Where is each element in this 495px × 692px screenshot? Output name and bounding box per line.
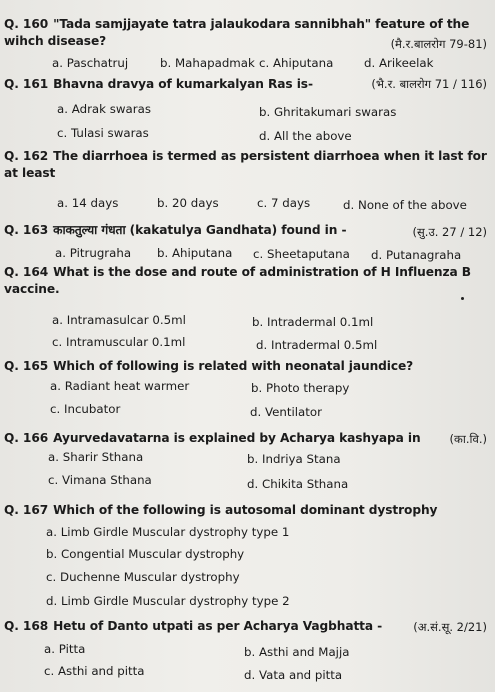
option-d: d. None of the above xyxy=(343,198,467,212)
option-b: b. Intradermal 0.1ml xyxy=(252,315,374,329)
option-c: c. Asthi and pitta xyxy=(44,664,145,678)
question-164 xyxy=(4,264,487,298)
option-d: d. Putanagraha xyxy=(371,248,462,262)
question-number: Q. 162 xyxy=(4,149,49,163)
question-162 xyxy=(4,148,487,182)
option-a: a. Intramasulcar 0.5ml xyxy=(52,313,186,327)
question-text: The diarrhoea is termed as persistent diarrhoea when it last for at least xyxy=(4,149,487,180)
option-c: c. Incubator xyxy=(50,402,121,416)
question-reference: (सु.उ. 27 / 12) xyxy=(412,225,487,239)
question-167 xyxy=(4,502,487,519)
option-d: d. Vata and pitta xyxy=(244,668,343,682)
option-b: b. Congential Muscular dystrophy xyxy=(46,547,245,561)
option-d: d. Limb Girdle Muscular dystrophy type 2 xyxy=(46,594,290,608)
option-a: a. Limb Girdle Muscular dystrophy type 1 xyxy=(46,525,290,539)
option-b: b. Mahapadmak xyxy=(160,56,255,70)
question-number: Q. 165 xyxy=(4,359,49,373)
option-a: a. 14 days xyxy=(57,196,119,210)
question-text: Which of following is related with neonatal jaundice? xyxy=(53,359,414,373)
option-c: c. Sheetaputana xyxy=(253,247,350,261)
option-a: a. Pitrugraha xyxy=(55,246,132,260)
question-166 xyxy=(4,430,487,447)
option-c: c. Vimana Sthana xyxy=(48,473,152,487)
option-b: b. Ahiputana xyxy=(157,246,233,260)
ink-dot xyxy=(461,297,464,300)
option-d: d. Intradermal 0.5ml xyxy=(256,338,378,352)
option-c: c. 7 days xyxy=(257,196,311,210)
option-b: b. Photo therapy xyxy=(251,381,350,395)
option-b: b. 20 days xyxy=(157,196,219,210)
question-reference: (मै.र.बालरोग 79-81) xyxy=(390,37,487,51)
question-text: काकतुल्या गंधता (kakatulya Gandhata) found in - xyxy=(53,223,347,237)
option-a: a. Pitta xyxy=(44,642,86,656)
option-c: c. Duchenne Muscular dystrophy xyxy=(46,570,240,584)
option-d: d. Ventilator xyxy=(250,405,322,419)
question-reference: (का.वि.) xyxy=(449,432,487,446)
option-a: a. Adrak swaras xyxy=(57,102,151,116)
option-a: a. Radiant heat warmer xyxy=(50,379,190,393)
question-165 xyxy=(4,358,487,375)
option-a: a. Sharir Sthana xyxy=(48,450,144,464)
question-reference: (अ.सं.सू. 2/21) xyxy=(413,620,487,634)
question-text: What is the dose and route of administration of H Influenza B vaccine. xyxy=(4,265,471,296)
option-d: d. All the above xyxy=(259,129,352,143)
question-number: Q. 160 xyxy=(4,17,49,31)
question-number: Q. 168 xyxy=(4,619,49,633)
question-text: Ayurvedavatarna is explained by Acharya kashyapa in xyxy=(53,431,421,445)
option-b: b. Asthi and Majja xyxy=(244,645,350,659)
question-number: Q. 161 xyxy=(4,77,49,91)
question-number: Q. 164 xyxy=(4,265,49,279)
option-b: b. Indriya Stana xyxy=(247,452,341,466)
question-text: "Tada samjjayate tatra jalaukodara sannibhah" feature of the wihch disease? xyxy=(4,17,470,48)
question-text: Hetu of Danto utpati as per Acharya Vagbhatta - xyxy=(53,619,383,633)
option-c: c. Intramuscular 0.1ml xyxy=(52,335,186,349)
question-text: Which of the following is autosomal dominant dystrophy xyxy=(53,503,438,517)
question-text: Bhavna dravya of kumarkalyan Ras is- xyxy=(53,77,313,91)
question-number: Q. 166 xyxy=(4,431,49,445)
option-c: c. Tulasi swaras xyxy=(57,126,149,140)
question-number: Q. 167 xyxy=(4,503,49,517)
option-c: c. Ahiputana xyxy=(259,56,334,70)
option-d: d. Chikita Sthana xyxy=(247,477,349,491)
question-number: Q. 163 xyxy=(4,223,49,237)
option-d: d. Arikeelak xyxy=(364,56,434,70)
option-b: b. Ghritakumari swaras xyxy=(259,105,397,119)
option-a: a. Paschatruj xyxy=(52,56,129,70)
question-reference: (भै.र. बालरोग 71 / 116) xyxy=(371,77,487,91)
